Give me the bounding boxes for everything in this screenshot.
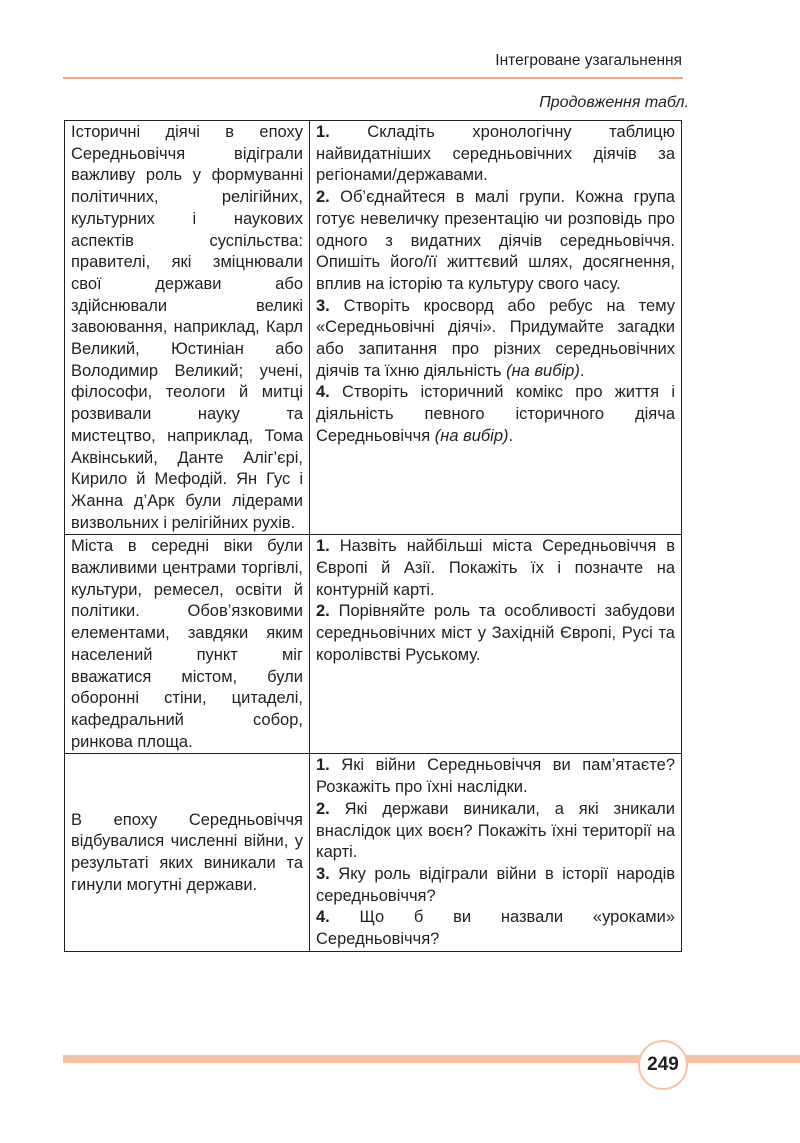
task-item bbox=[316, 187, 675, 296]
table-row bbox=[65, 535, 682, 754]
task-text: Складіть хронологічну таблицю найвидатніших середньовічних діячів за регіонами/державами. bbox=[316, 123, 675, 185]
task-number: 1. bbox=[316, 123, 330, 141]
task-number: 4. bbox=[316, 908, 330, 927]
task-item bbox=[316, 296, 675, 383]
task-number: 2. bbox=[316, 188, 330, 207]
tasks-cell bbox=[310, 535, 682, 754]
task-text: Об’єднайтеся в малі групи. Кожна група готує невеличку презентацію чи розповідь про одного з видатних діячів середньовіччя. Опишіть його/її життєвий шлях, досягнення, вплив на історію та культуру свого часу. bbox=[316, 188, 675, 293]
page-number: 249 bbox=[638, 1040, 688, 1090]
topic-cell bbox=[65, 121, 310, 535]
task-text: Створіть історичний комікс про життя і діяльність певного історичного діяча Середньовіччя bbox=[316, 383, 675, 445]
integrated-summary-table bbox=[64, 120, 682, 952]
task-item bbox=[316, 601, 675, 666]
task-number: 2. bbox=[316, 799, 330, 818]
task-item bbox=[316, 382, 675, 447]
tasks-cell bbox=[310, 754, 682, 951]
task-number: 2. bbox=[316, 602, 330, 621]
task-item bbox=[316, 799, 675, 864]
task-number: 4. bbox=[316, 383, 330, 402]
task-item bbox=[316, 755, 675, 798]
task-note: (на вибір) bbox=[506, 361, 580, 380]
topic-text: В епоху Середньовіччя відбувалися численні війни, у результаті яких виникали та гинули могутні держави. bbox=[71, 810, 303, 894]
task-number: 1. bbox=[316, 537, 330, 556]
topic-text: Міста в середні віки були важливими центрами торгівлі, культури, ремесел, освіти й політики. Обов’язковими елементами, завдяки яким населений пункт міг вважатися містом, були оборонні стіни, цитаделі, кафедральний собор, ринкова площа. bbox=[71, 537, 303, 751]
table-continuation-note: Продовження табл. bbox=[539, 94, 689, 111]
task-punctuation: . bbox=[579, 361, 585, 380]
table-row bbox=[65, 121, 682, 535]
task-item bbox=[316, 536, 675, 601]
task-punctuation: . bbox=[508, 426, 514, 445]
tasks-cell bbox=[310, 121, 682, 535]
task-text: Яку роль відіграли війни в історії народів середньовіччя? bbox=[316, 864, 676, 905]
topic-text: Історичні діячі в епоху Середньовіччя відіграли важливу роль у формуванні політичних, релігійних, культурних і наукових аспектів суспільства: правителі, які зміцнювали свої держави або здійснювали великі завоювання, наприклад, Карл Великий, Юстиніан або Володимир Великий; учені, філософи, теологи й митці розвивали науку та мистецтво, наприклад, Тома Аквінський, Данте Аліг’єрі, Кирило й Мефодій. Ян Гус і Жанна д’Арк були лідерами визвольних і релігійних рухів. bbox=[71, 123, 303, 532]
task-number: 3. bbox=[316, 864, 330, 883]
task-item bbox=[316, 907, 675, 950]
task-text: Назвіть найбільші міста Середньовіччя в Європі й Азії. Покажіть їх і позначте на контурній карті. bbox=[316, 537, 675, 599]
footer-bar bbox=[63, 1055, 800, 1063]
task-text: Створіть кросворд або ребус на тему «Середньовічні діячі». Придумайте загадки або запитання про різних середньовічних діячів та їхню діяльність bbox=[316, 296, 675, 380]
task-text: Що б ви назвали «уроками» Середньовіччя? bbox=[316, 908, 675, 949]
task-item bbox=[316, 122, 675, 187]
header-divider bbox=[63, 77, 683, 79]
table-row bbox=[65, 754, 682, 951]
task-note: (на вибір) bbox=[434, 426, 509, 445]
task-number: 3. bbox=[316, 296, 330, 315]
task-text: Порівняйте роль та особливості забудови середньовічних міст у Західній Європі, Русі та королівстві Руському. bbox=[316, 602, 675, 664]
topic-cell bbox=[65, 535, 310, 754]
task-number: 1. bbox=[316, 756, 330, 775]
task-text: Які війни Середньовіччя ви пам’ятаєте? Розкажіть про їхні наслідки. bbox=[316, 756, 675, 797]
task-item bbox=[316, 864, 675, 907]
running-header: Інтегроване узагальнення bbox=[495, 52, 682, 69]
task-text: Які держави виникали, а які зникали внаслідок цих воєн? Покажіть їхні території на карті. bbox=[316, 799, 676, 862]
topic-cell bbox=[65, 754, 310, 951]
